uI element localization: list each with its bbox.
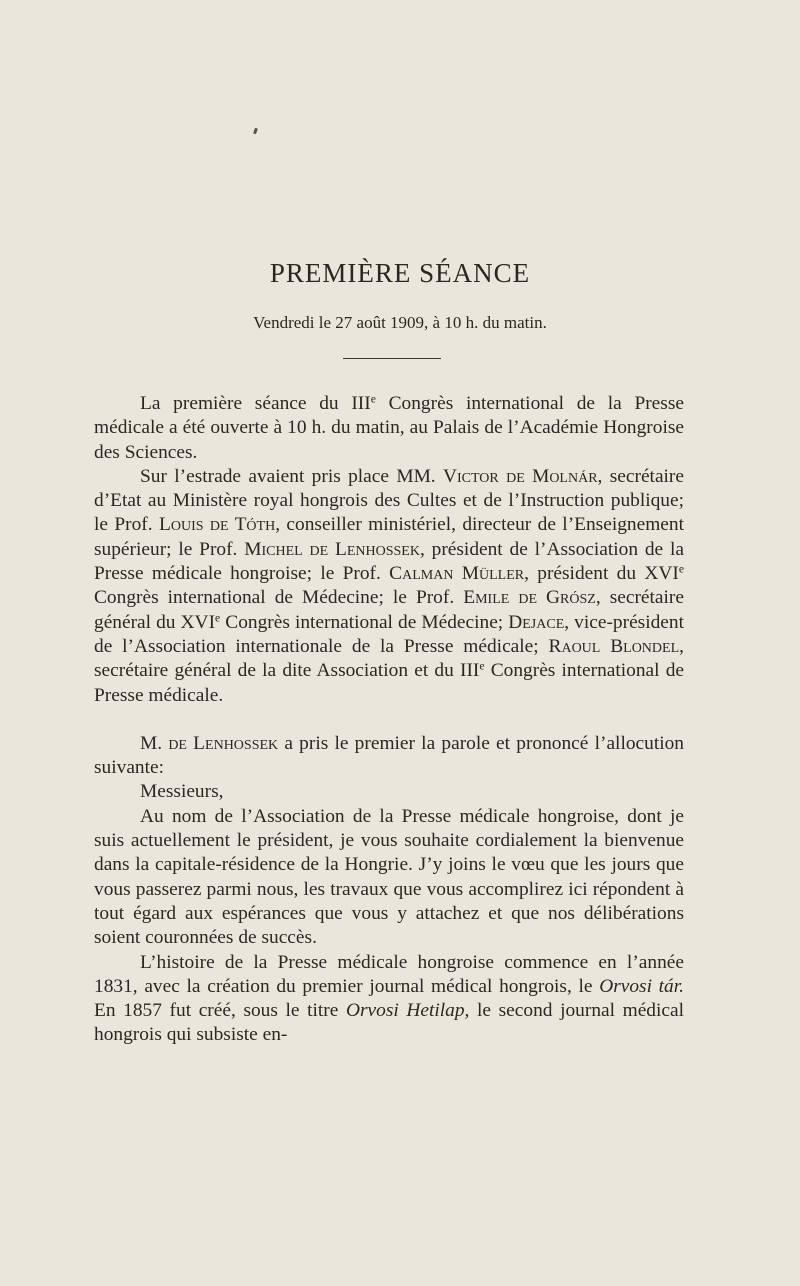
text-run: le second journal médical hongrois qui subsiste en- [94, 1000, 684, 1046]
paragraph [94, 732, 684, 781]
salutation: Messieurs, [140, 781, 224, 803]
text-run: , président de l’Association de la Presse médicale hongroise; le Prof. [94, 538, 684, 585]
text-run: a pris le premier la parole et prononcé l’allocution suivante: [94, 732, 684, 779]
title-divider [343, 358, 441, 359]
text-run: Au nom de l’Association de la Presse médicale hongroise, dont je suis actuellement le président, je vous souhaite cordialement la bienvenue dans la capitale-résidence de la Hongrie. J’y joins le vœu que les jours que vous passerez parmi nous, les travaux que vous accomplirez ici répondent à tout égard aux espérances que vous y attachez et que nos délibérations soient couronnées de succès. [94, 805, 684, 949]
person-name: Victor de Molnár [443, 465, 598, 487]
text-run: , secrétaire général du XVI [94, 587, 684, 633]
superscript: e [370, 392, 376, 406]
text-run: Congrès international de Presse médicale. [94, 660, 685, 706]
person-name: de Lenhossek [168, 732, 279, 754]
text-run: , secrétaire d’Etat au Ministère royal hongrois des Cultes et de l’Instruction publique; le Prof. [94, 465, 684, 536]
body-text [94, 392, 684, 1048]
person-name: Michel de Lenhossek [244, 538, 420, 560]
text-run: , conseiller ministériel, directeur de l’Enseignement supérieur; le Prof. [94, 514, 684, 560]
text-run: La première séance du III [140, 393, 371, 414]
page-title: PREMIÈRE SÉANCE [269, 258, 531, 288]
text-run: Congrès international de Médecine; [220, 611, 509, 633]
text-run: Congrès international de Médecine; le Prof. [94, 587, 464, 609]
paragraph [94, 805, 684, 951]
paragraph [94, 951, 684, 1048]
text-run: M. [140, 732, 169, 754]
person-name: Raoul Blondel [548, 635, 680, 657]
superscript: e [479, 659, 485, 673]
paragraph [94, 392, 684, 465]
superscript: e [678, 562, 684, 576]
paragraph [94, 780, 684, 804]
person-name: Calman Müller [389, 563, 525, 585]
person-name: Louis de Tóth [159, 514, 276, 536]
superscript: e [215, 611, 221, 625]
session-date: Vendredi le 27 août 1909, à 10 h. du matin. [253, 313, 547, 332]
paragraph [94, 465, 684, 708]
text-run: , président du XVI [524, 563, 679, 585]
person-name: Emile de Grósz [463, 587, 596, 609]
text-run: Sur l’estrade avaient pris place MM. [140, 465, 443, 487]
text-run: L’histoire de la Presse médicale hongroise commence en l’année 1831, avec la création du premier journal médical hongrois, le [94, 951, 684, 997]
journal-title: Orvosi tár. [599, 975, 684, 997]
text-run: Congrès international de la Presse médicale a été ouverte à 10 h. du matin, au Palais de l’Académie Hongroise des Sciences. [94, 393, 684, 463]
person-name: Dejace [508, 611, 565, 633]
ink-speck [253, 128, 258, 135]
text-run: , vice-président de l’Association internationale de la Presse médicale; [94, 611, 684, 657]
text-run: En 1857 fut créé, sous le titre [94, 1000, 346, 1022]
journal-title: Orvosi Hetilap, [345, 1000, 470, 1022]
text-run: , secrétaire général de la dite Association et du III [94, 635, 684, 682]
